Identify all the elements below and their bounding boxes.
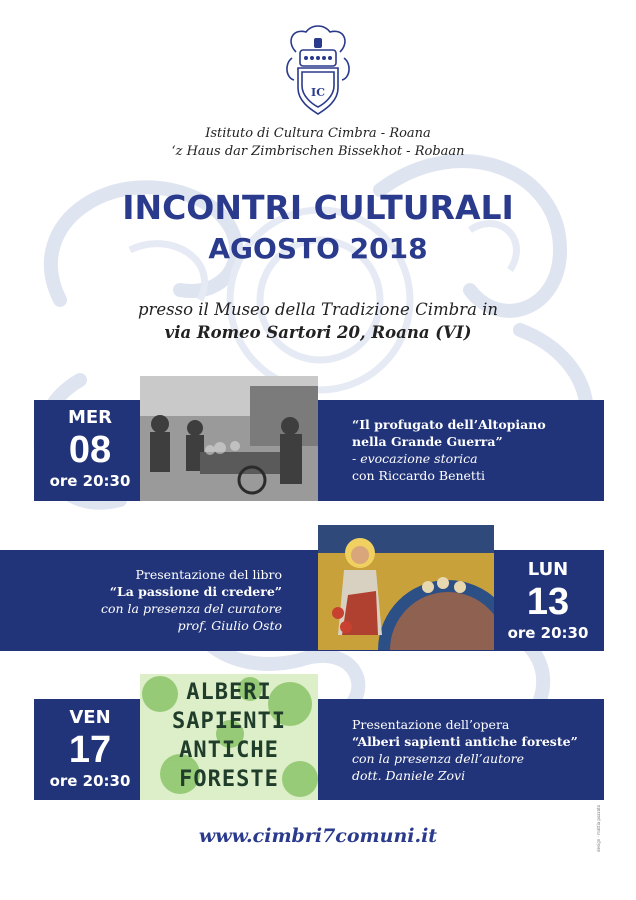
event-2-intro: Presentazione del libro xyxy=(135,567,282,582)
event-3-speaker: dott. Daniele Zovi xyxy=(352,768,466,783)
venue-line-1: presso il Museo della Tradizione Cimbra in xyxy=(137,300,499,319)
main-title: INCONTRI CULTURALI xyxy=(122,188,514,227)
event-3-time: ore 20:30 xyxy=(49,772,131,790)
institute-name: Istituto di Cultura Cimbra - Roana xyxy=(205,126,431,141)
cover-word-1: ALBERI xyxy=(186,680,272,705)
venue-address: via Romeo Sartori 20, Roana (VI) xyxy=(164,323,472,342)
cover-word-4: FORESTE xyxy=(179,767,279,792)
svg-text:IC: IC xyxy=(311,86,325,99)
event-1-speaker: con Riccardo Benetti xyxy=(352,468,485,483)
event-1-title-line-2: nella Grande Guerra” xyxy=(352,434,503,449)
event-3-intro: Presentazione dell’opera xyxy=(352,717,510,732)
cover-word-3: ANTICHE xyxy=(179,738,279,763)
event-2-presence: con la presenza del curatore xyxy=(101,601,282,616)
cover-word-2: SAPIENTI xyxy=(172,709,286,734)
event-2-description xyxy=(20,566,282,634)
event-3-presence: con la presenza dell’autore xyxy=(352,751,525,766)
event-3-day-number: 17 xyxy=(68,729,112,771)
event-1-time: ore 20:30 xyxy=(49,472,131,490)
event-2-weekday: LUN xyxy=(527,559,569,580)
event-2-day-number: 13 xyxy=(526,581,570,623)
event-1-weekday: MER xyxy=(67,407,113,428)
event-1-day-number: 08 xyxy=(68,429,112,471)
event-1-title-line-1: “Il profugato dell’Altopiano xyxy=(352,417,546,432)
event-3-weekday: VEN xyxy=(69,707,111,728)
event-3-date xyxy=(40,708,140,790)
event-3-book-title: “Alberi sapienti antiche foreste” xyxy=(352,734,578,749)
subtitle-month: AGOSTO 2018 xyxy=(208,232,428,265)
crest-logo xyxy=(278,22,358,120)
institute-name-cimbrian: ‘z Haus dar Zimbrischen Bissekhot - Robaan xyxy=(171,144,465,159)
event-1-date xyxy=(40,408,140,490)
event-2-time: ore 20:30 xyxy=(507,624,589,642)
event-painting-christ xyxy=(318,525,494,650)
event-book-cover xyxy=(140,674,318,800)
event-1-description xyxy=(352,416,592,484)
event-photo-refugees xyxy=(140,376,318,501)
event-2-speaker: prof. Giulio Osto xyxy=(177,618,282,633)
design-credit: design · mattia pozzato xyxy=(596,804,601,852)
event-1-subtitle: - evocazione storica xyxy=(352,451,478,466)
event-3-description xyxy=(352,716,598,784)
website-link[interactable]: www.cimbri7comuni.it xyxy=(198,825,438,847)
event-2-book-title: “La passione di credere” xyxy=(109,584,282,599)
event-2-date xyxy=(498,560,598,642)
